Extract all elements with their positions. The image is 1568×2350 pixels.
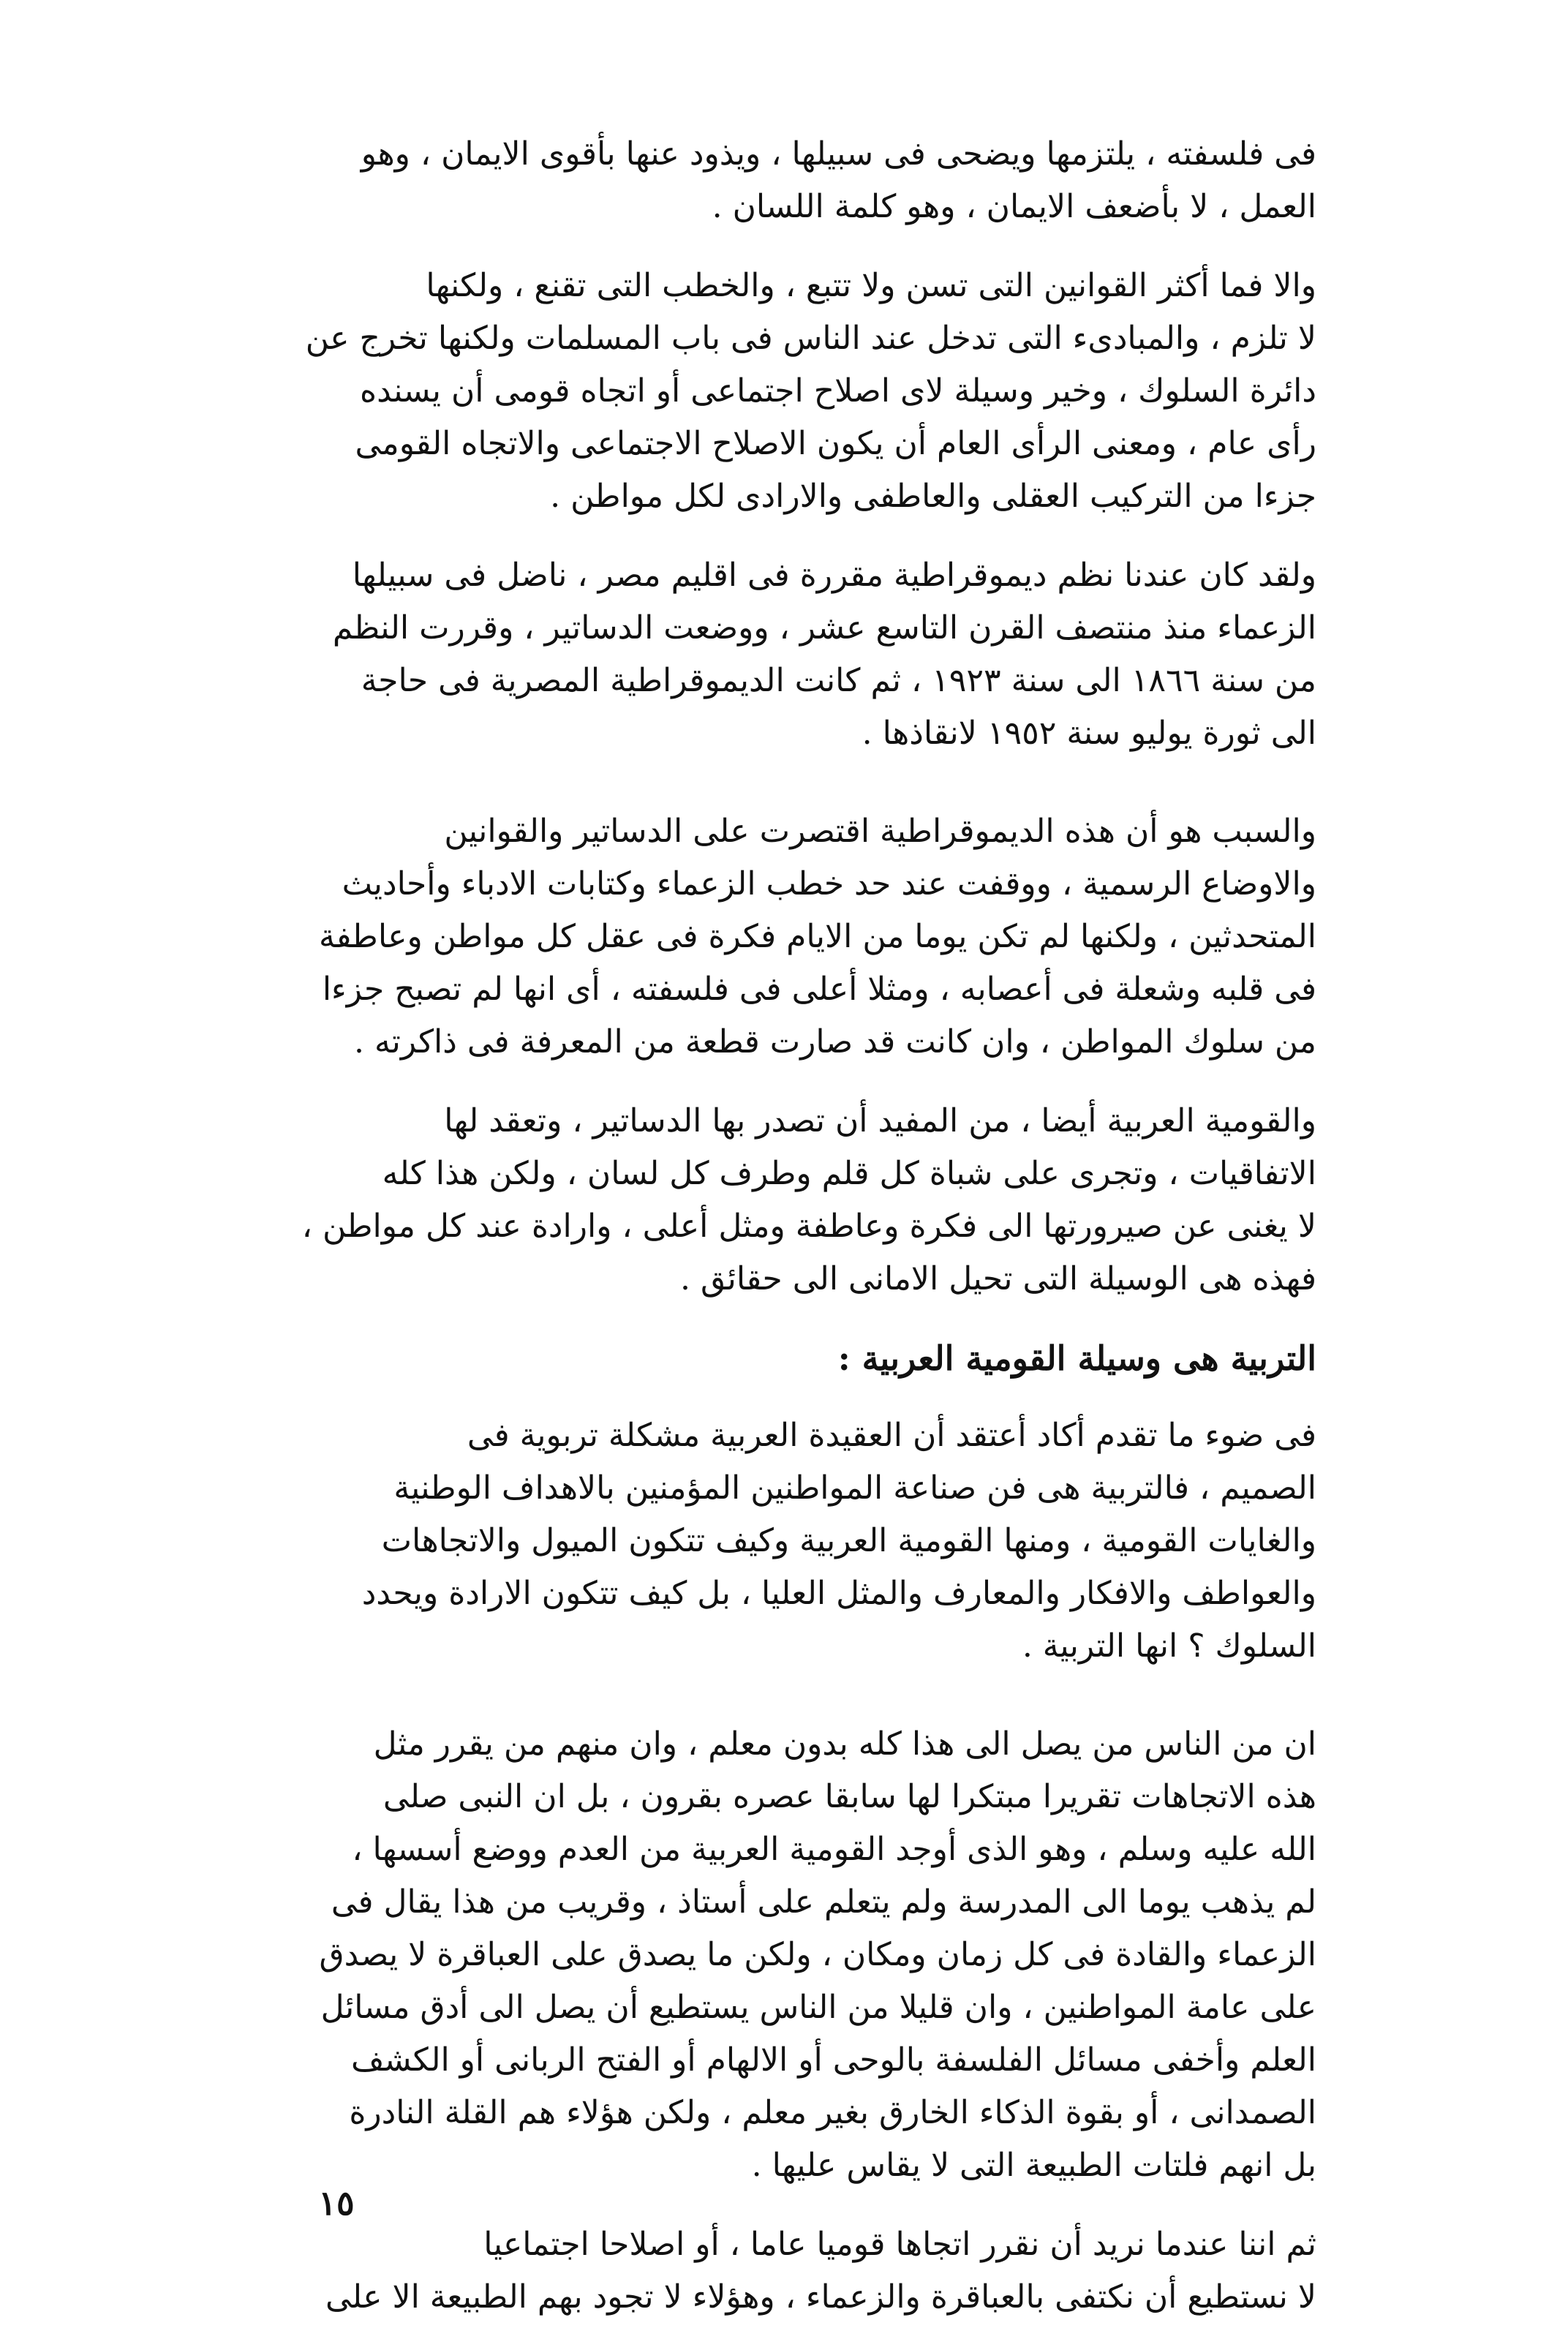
paragraph-5: والقومية العربية أيضا ، من المفيد أن تصدر بها الدساتير ، وتعقد لها الاتفاقيات ، وتجرى على شباة كل قلم وطرف كل لسان ، ولكن هذا كله لا يغنى عن صيرورتها الى فكرة وعاطفة ومثل أعلى ، وارادة عند كل مواطن ، فهذه هى الوسيلة التى تحيل الامانى الى حقائق .	[301, 1102, 1316, 1298]
paragraph-8: ثم اننا عندما نريد أن نقرر اتجاها قوميا عاما ، أو اصلاحا اجتماعيا لا نستطيع أن نكتفى بالعباقرة والزعماء ، وهؤلاء لا تجود بهم الطبيعة الا على	[325, 2226, 1316, 2316]
paragraph-4: والسبب هو أن هذه الديموقراطية اقتصرت على الدساتير والقوانين والاوضاع الرسمية ، ووقفت عند حد خطب الزعماء وكتابات الادباء وأحاديث المتحدثين ، ولكنها لم تكن يوما من الايام فكرة فى عقل كل مواطن وعاطفة فى قلبه وشعلة فى أعصابه ، ومثلا أعلى فى فلسفته ، أى انها لم تصبح جزءا من سلوك المواطن ، وان كانت قد صارت قطعة من المعرفة فى ذاكرته .	[318, 813, 1316, 1061]
paragraph-2: والا فما أكثر القوانين التى تسن ولا تتبع ، والخطب التى تقنع ، ولكنها لا تلزم ، والمبادىء التى تدخل عند الناس فى باب المسلمات ولكنها تخرج عن دائرة السلوك ، وخير وسيلة لاى اصلاح اجتماعى أو اتجاه قومى أن يسنده رأى عام ، ومعنى الرأى العام أن يكون الاصلاح الاجتماعى والاتجاه القومى جزءا من التركيب العقلى والعاطفى والارادى لكل مواطن .	[305, 267, 1316, 515]
body-text	[241, 128, 1316, 2350]
paragraph-6: فى ضوء ما تقدم أكاد أعتقد أن العقيدة العربية مشكلة تربوية فى الصميم ، فالتربية هى فن صناعة المواطنين المؤمنين بالاهداف الوطنية والغايات القومية ، ومنها القومية العربية وكيف تتكون الميول والاتجاهات والعواطف والافكار والمعارف والمثل العليا ، بل كيف تتكون الارادة ويحدد السلوك ؟ انها التربية .	[361, 1417, 1316, 1665]
paragraph-1: فى فلسفته ، يلتزمها ويضحى فى سبيلها ، ويذود عنها بأقوى الايمان ، وهو العمل ، لا بأضعف الايمان ، وهو كلمة اللسان .	[361, 135, 1316, 225]
paragraph-7: ان من الناس من يصل الى هذا كله بدون معلم ، وان منهم من يقرر مثل هذه الاتجاهات تقريرا مبتكرا لها سابقا عصره بقرون ، بل ان النبى صلى الله عليه وسلم ، وهو الذى أوجد القومية العربية من العدم ووضع أسسها ، لم يذهب يوما الى المدرسة ولم يتعلم على أستاذ ، وقريب من هذا يقال فى الزعماء والقادة فى كل زمان ومكان ، ولكن ما يصدق على العباقرة لا يصدق على عامة المواطنين ، وان قليلا من الناس يستطيع أن يصل الى أدق مسائل العلم وأخفى مسائل الفلسفة بالوحى أو الالهام أو الفتح الربانى أو الكشف الصمدانى ، أو بقوة الذكاء الخارق بغير معلم ، ولكن هؤلاء هم القلة النادرة بل انهم فلتات الطبيعة التى لا يقاس عليها .	[319, 1725, 1316, 2184]
page-number: ١٥	[318, 2183, 355, 2223]
paragraph-3: ولقد كان عندنا نظم ديموقراطية مقررة فى اقليم مصر ، ناضل فى سبيلها الزعماء منذ منتصف القرن التاسع عشر ، ووضعت الدساتير ، وقررت النظم من سنة ١٨٦٦ الى سنة ١٩٢٣ ، ثم كانت الديموقراطية المصرية فى حاجة الى ثورة يوليو سنة ١٩٥٢ لانقاذها .	[332, 557, 1316, 752]
section-heading: التربية هى وسيلة القومية العربية :	[837, 1338, 1316, 1378]
